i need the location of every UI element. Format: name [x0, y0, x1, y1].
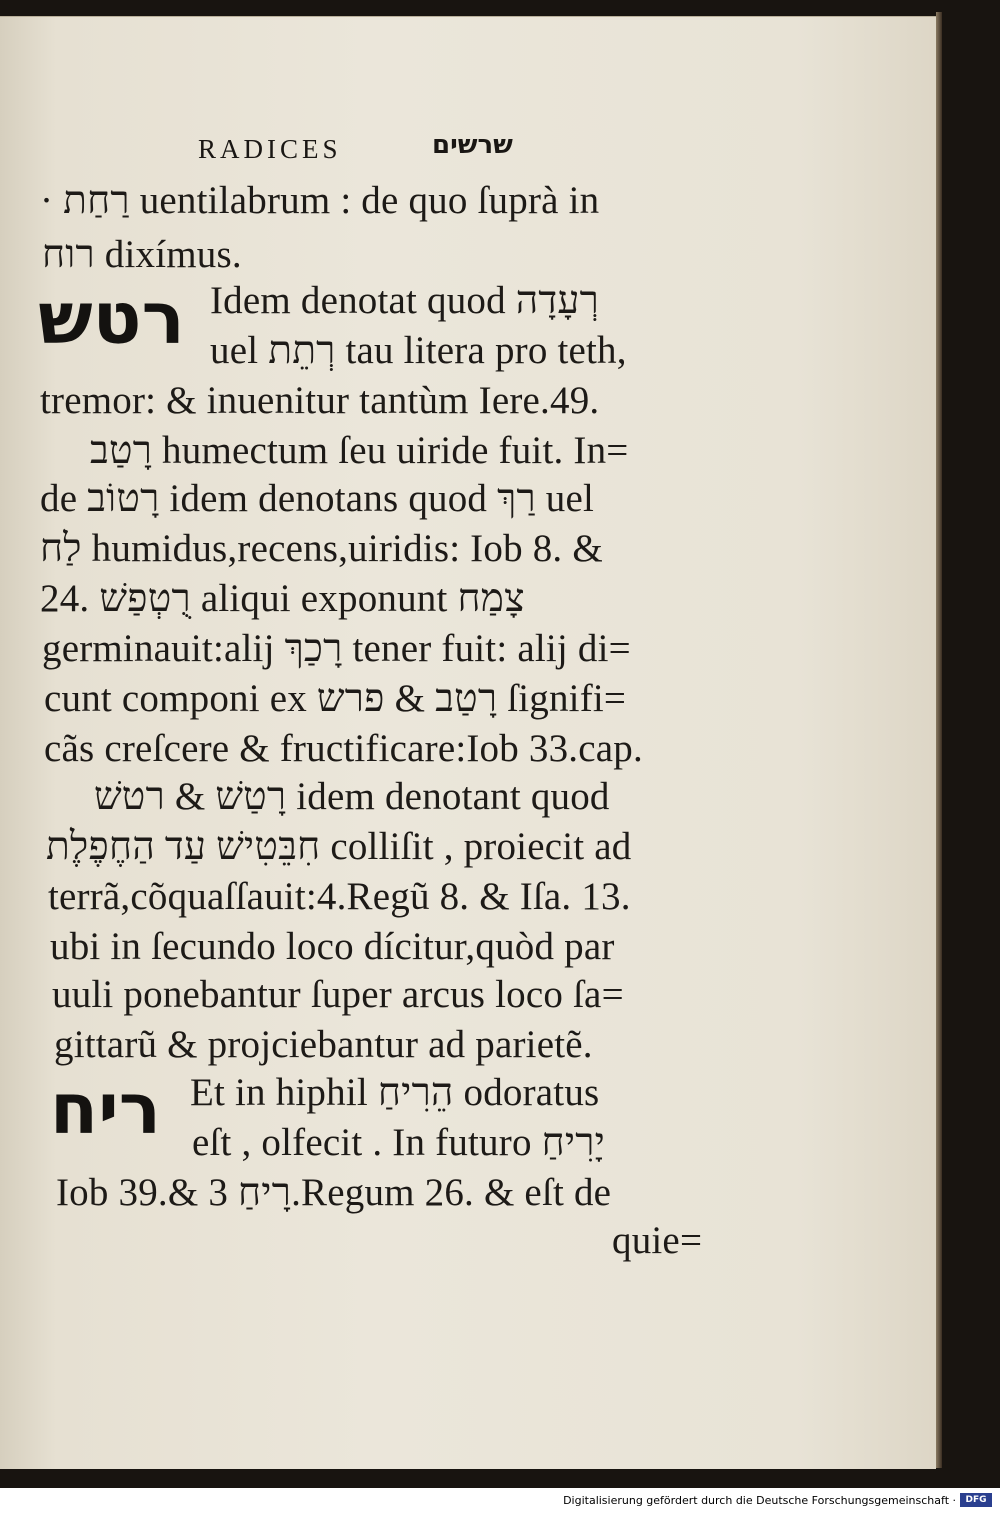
text-line-18: gittarũ & projciebantur ad parietẽ. — [54, 1023, 593, 1066]
funding-credit: Digitalisierung gefördert durch die Deutsche Forschungsgemeinschaft · — [563, 1494, 956, 1507]
digitization-footer — [0, 1488, 1000, 1514]
text-line-9: 24. רֻטְפַשׁ aliqui exponunt צָמַח — [40, 577, 525, 620]
text-line-4: uel רְתֵת tau litera pro teth, — [210, 329, 627, 372]
text-line-17: uuli ponebantur ſuper arcus loco ſa= — [52, 973, 624, 1016]
text-line-19: Et in hiphil הֵרִיחַ odoratus — [190, 1071, 600, 1114]
text-line-5: tremor: & inuenitur tantùm Iere.49. — [40, 379, 600, 422]
header-hebrew: שרשים — [432, 130, 513, 160]
text-line-8: לַח humidus,recens,uiridis: Iob 8. & — [40, 527, 603, 570]
text-line-2: רוח dixímus. — [42, 233, 242, 276]
running-header — [0, 120, 936, 170]
text-line-14: חִבֵּטִישׁ עַד הַחֶפֶלֶת colliſit , proiecit ad — [46, 825, 632, 868]
text-line-12: cãs creſcere & fructificare:Iob 33.cap. — [44, 727, 643, 770]
text-line-1: · רַחַת uentilabrum : de quo ſuprà in — [40, 179, 600, 222]
text-line-20: eſt , olfecit . In futuro יָרִיחַ — [192, 1121, 606, 1164]
header-latin: RADICES — [198, 134, 342, 164]
dfg-logo: DFG — [960, 1493, 992, 1507]
drop-cap-second: ריח — [50, 1068, 161, 1150]
drop-cap-first: רטש — [38, 276, 185, 360]
text-line-10: germinauit:alij רָכַךְ tener fuit: alij di= — [42, 627, 631, 670]
text-line-3: Idem denotat quod רְעָדָה — [210, 279, 599, 322]
text-line-16: ubi in ſecundo loco dícitur,quòd par — [50, 925, 615, 968]
text-line-7: de רָטוֹב idem denotans quod רַךְ uel — [40, 477, 595, 520]
text-line-13: רָטַשׁ & רטשׁ idem denotant quod — [94, 775, 610, 818]
text-line-15: terrã,cõquaſſauit:4.Regũ 8. & Iſa. 13. — [48, 875, 631, 918]
text-line-11: cunt componi ex רָטַב & פרש ſignifi= — [44, 677, 627, 720]
text-line-22: quie= — [612, 1219, 703, 1262]
text-line-21: Iob 39.& רָיחַ 3.Regum 26. & eſt de — [56, 1171, 612, 1214]
page-edge — [936, 12, 942, 1468]
text-line-6: רָטַב humectum ſeu uiride fuit. In= — [90, 429, 629, 472]
